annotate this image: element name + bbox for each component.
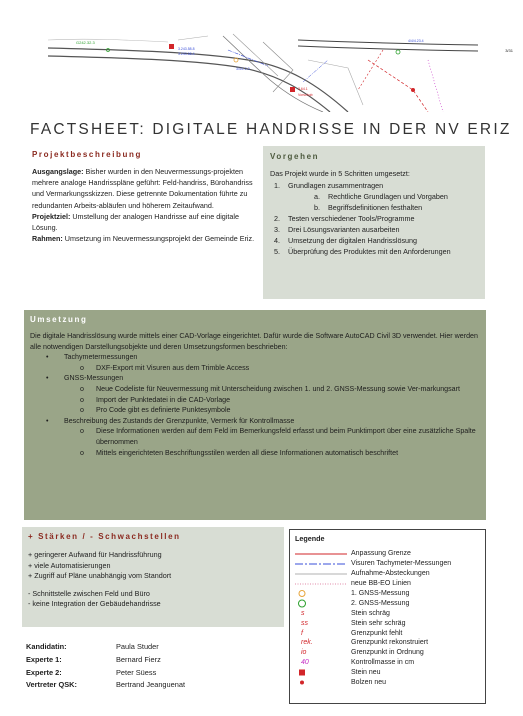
- page-number: 3/31: [505, 48, 513, 53]
- rahmen-text: Umsetzung im Neuvermessungsprojekt der Gemeinde Eriz.: [64, 234, 255, 244]
- vorgehen-intro: Das Projekt wurde in 5 Schritten umgesetzt:: [270, 169, 410, 178]
- umsetzung-section: [24, 310, 486, 520]
- list-item: - Schnittstelle zwischen Feld und Büro: [28, 588, 150, 598]
- substep-item: a. Rechtliche Grundlagen und Vorgaben: [314, 192, 448, 202]
- pink-dotted-line-icon: [295, 579, 351, 588]
- rahmen-label: Rahmen:: [32, 234, 63, 244]
- person-role: Vertreter QSK:: [26, 680, 77, 690]
- staerken-schwachstellen-section: [22, 527, 284, 627]
- legend-symbol-text: rek.: [301, 639, 313, 647]
- map-label: 3.243.58.8: [178, 47, 195, 51]
- vorgehen-steps: [270, 180, 478, 257]
- legend-symbol-text: f: [301, 629, 303, 637]
- sub-bullet-item: o Pro Code gibt es definierte Punktesymbole: [80, 406, 231, 415]
- person-name: Paula Studer: [116, 642, 159, 651]
- legend-box: [289, 529, 486, 704]
- map-label: 4/4/4.23.4: [408, 39, 424, 43]
- legend-symbol-text: ss: [301, 619, 308, 627]
- page-title: FACTSHEET: DIGITALE HANDRISSE IN DER NV ERIZ: [30, 121, 512, 138]
- people-list: [26, 641, 276, 692]
- legend-item: io Grenzpunkt in Ordnung: [295, 648, 480, 658]
- legend-item: neue BB-EO Linien: [295, 579, 480, 589]
- list-item: + Zugriff auf Pläne unabhängig vom Standort: [28, 571, 172, 581]
- map-label: 3.64.1: [298, 87, 308, 91]
- person-row: [26, 679, 276, 692]
- sub-bullet-item: o Import der Punktedatei in die CAD-Vorlage: [80, 395, 231, 404]
- person-name: Bertrand Jeanguenat: [116, 680, 186, 690]
- red-dot-icon: [295, 678, 351, 687]
- umsetzung-heading: Umsetzung: [30, 315, 88, 324]
- person-name: Peter Süess: [116, 667, 157, 677]
- bullet-item: • Beschreibung des Zustands der Grenzpunkte, Vermerk für Kontrollmasse: [46, 416, 295, 425]
- projektziel-label: Projektziel:: [32, 211, 71, 221]
- sub-bullet-item: o DXF-Export mit Visuren aus dem Trimble Access: [80, 363, 250, 372]
- map-label: Vorschub: [298, 93, 313, 97]
- legend-item: Anpassung Grenze: [295, 549, 480, 559]
- legend-item: Aufnahme-Absteckungen: [295, 569, 480, 579]
- person-row: [26, 641, 276, 654]
- umsetzung-body: [30, 331, 480, 458]
- person-role: Experte 1:: [26, 654, 62, 664]
- vorgehen-section: [263, 146, 485, 299]
- substep-item: b. Begriffsdefinitionen festhalten: [314, 203, 423, 213]
- umsetzung-intro: Die digitale Handrisslösung wurde mittels einer CAD-Vorlage eingerichtet. Dafür wurde die Software AutoCAD Civil 3D verwendet. Hier werden alle notwendigen Darstellungsobjekte und deren Umsetzungsformen beschrieben:: [30, 332, 478, 351]
- person-role: Experte 2:: [26, 667, 62, 677]
- list-item: - keine Integration der Gebäudehandrisse: [28, 599, 161, 609]
- ausgangslage-label: Ausgangslage:: [32, 167, 84, 176]
- orange-circle-icon: [295, 589, 351, 598]
- map-label: 3.243.58.4: [178, 52, 195, 56]
- person-name: Bernard Fierz: [116, 654, 161, 664]
- legend-symbol-text: io: [301, 649, 307, 657]
- legend-item: Visuren Tachymeter-Messungen: [295, 559, 480, 569]
- blue-dashdot-line-icon: [295, 559, 351, 568]
- person-row: [26, 654, 276, 667]
- bullet-item: • Tachymetermessungen: [46, 353, 138, 362]
- sub-bullet-item: o Mittels eingerichteten Beschriftungsstilen werden all diese Informationen automatisch beschriftet: [80, 448, 399, 457]
- staerken-heading: + Stärken / - Schwachstellen: [28, 532, 181, 541]
- projektbeschreibung-heading: Projektbeschreibung: [32, 150, 142, 159]
- gray-line-icon: [295, 569, 351, 578]
- legend-item: s Stein schräg: [295, 608, 480, 618]
- legend-item: f Grenzpunkt fehlt: [295, 628, 480, 638]
- map-label: G242.32.3: [76, 40, 95, 45]
- step-item: 3. Drei Lösungsvarianten ausarbeiten: [274, 225, 400, 235]
- map-label: 3/4/1.2.3: [236, 67, 250, 71]
- legend-item: ss Stein sehr schräg: [295, 618, 480, 628]
- legend-title: Legende: [295, 534, 325, 543]
- list-item: + geringerer Aufwand für Handrissführung: [28, 550, 162, 559]
- legend-item: 1. GNSS-Messung: [295, 589, 480, 599]
- step-item: 4. Umsetzung der digitalen Handrisslösung: [274, 236, 418, 246]
- legend-item: Stein neu: [295, 668, 480, 678]
- bullet-item: • GNSS-Messungen: [46, 374, 124, 383]
- red-square-icon: [295, 668, 351, 677]
- header-map-illustration: [48, 30, 478, 112]
- person-row: [26, 667, 276, 680]
- legend-item: rek. Grenzpunkt rekonstruiert: [295, 638, 480, 648]
- legend-symbol-text: 40: [301, 659, 309, 667]
- step-item: 2. Testen verschiedener Tools/Programme: [274, 214, 415, 224]
- staerken-list: [28, 550, 278, 610]
- ausgangslage-text: Bisher wurden in den Neuvermessungs-projekten mehrere analoge Handrisspläne geführt: Feld-handriss, Bürohandriss und Vermarkungsskizzen. Diese getrennte Dokumentation führte zu redundanten Arbeits-abläufen und höherem Zeitaufwand.: [32, 167, 253, 210]
- person-role: Kandidatin:: [26, 642, 67, 651]
- projektbeschreibung-body: [28, 166, 258, 244]
- sub-bullet-item: o Diese Informationen werden auf dem Feld im Bemerkungsfeld erfasst und beim Punktimport über eine zusätzliche Spalte übernommen: [80, 427, 476, 446]
- projektziel-text: Umstellung der analogen Handrisse auf eine digitale Lösung.: [32, 211, 239, 233]
- green-circle-icon: [295, 599, 351, 608]
- legend-item: 40 Kontrollmasse in cm: [295, 658, 480, 668]
- vorgehen-heading: Vorgehen: [270, 152, 320, 161]
- projektbeschreibung-section: [28, 150, 258, 295]
- sub-bullet-item: o Neue Codeliste für Neuvermessung mit Unterscheidung zwischen 1. und 2. GNSS-Messung sowie Ver-markungsart: [80, 384, 460, 393]
- legend-item: 2. GNSS-Messung: [295, 598, 480, 608]
- step-item: 5. Überprüfung des Produktes mit den Anforderungen: [274, 247, 451, 257]
- red-line-icon: [295, 549, 351, 558]
- step-item: 1. Grundlagen zusammentragen: [274, 181, 384, 191]
- legend-symbol-text: s: [301, 609, 305, 617]
- legend-item: Bolzen neu: [295, 678, 480, 688]
- list-item: + viele Automatisierungen: [28, 560, 111, 570]
- map-drawing: [48, 30, 478, 112]
